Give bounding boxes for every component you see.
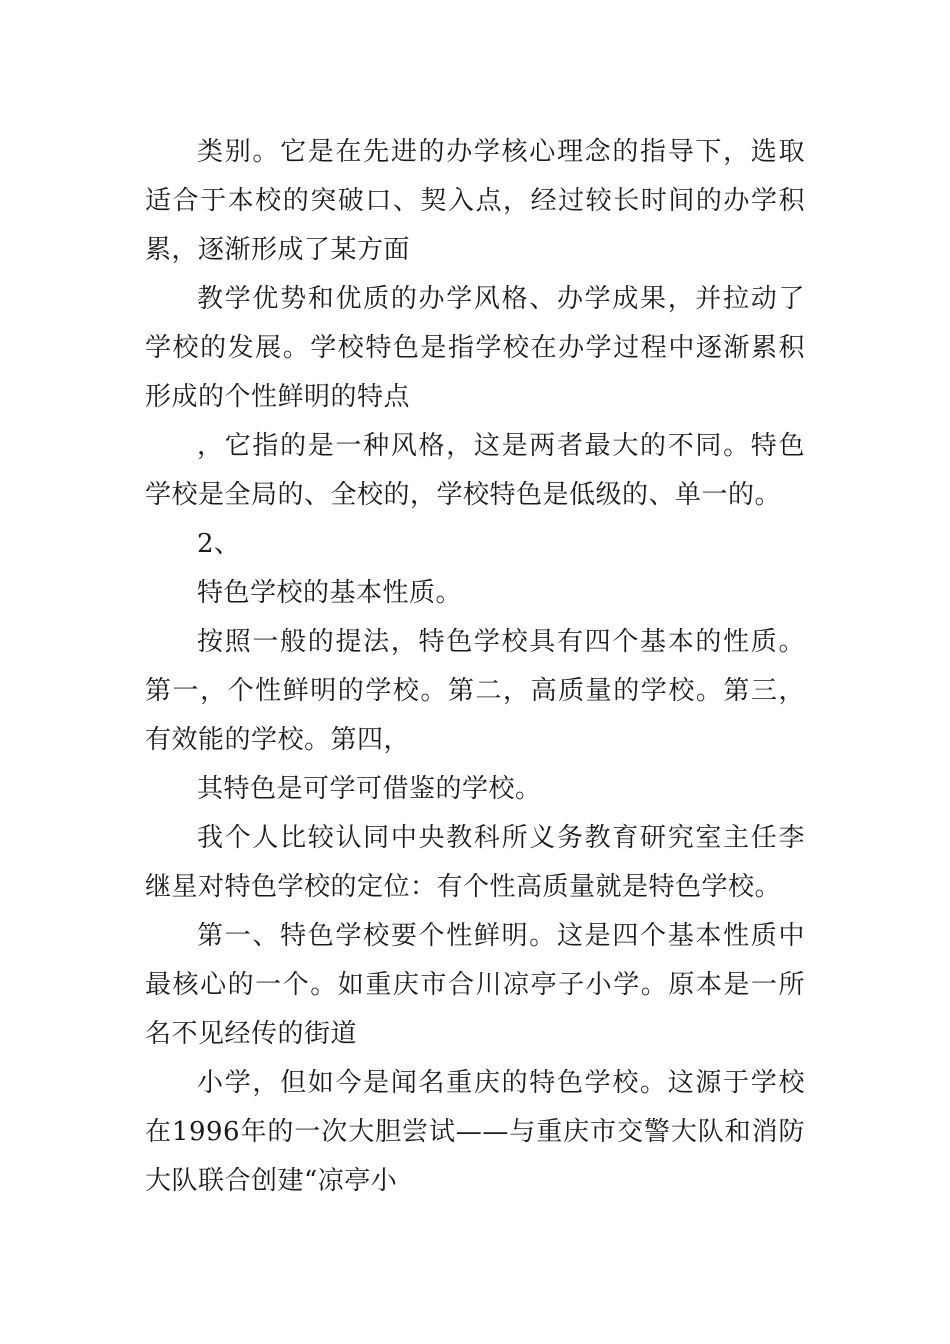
paragraph-1: 类别。它是在先进的办学核心理念的指导下，选取适合于本校的突破口、契入点，经过较长时间的办学积累，逐渐形成了某方面 [145,137,805,265]
paragraph-10: 小学，但如今是闻名重庆的特色学校。这源于学校在1996年的一次大胆尝试——与重庆市交警大队和消防大队联合创建“凉亭小 [145,1068,805,1196]
paragraph-8: 我个人比较认同中央教科所义务教育研究室主任李继星对特色学校的定位：有个性高质量就是特色学校。 [145,823,805,902]
paragraph-4: 2、 [197,529,241,559]
document-body [145,128,805,1206]
paragraph-9: 第一、特色学校要个性鲜明。这是四个基本性质中最核心的一个。如重庆市合川凉亭子小学。原本是一所名不见经传的街道 [145,921,805,1049]
paragraph-5: 特色学校的基本性质。 [197,578,463,608]
paragraph-2: 教学优势和优质的办学风格、办学成果，并拉动了学校的发展。学校特色是指学校在办学过程中逐渐累积形成的个性鲜明的特点 [145,284,805,412]
paragraph-7: 其特色是可学可借鉴的学校。 [197,774,542,804]
paragraph-6: 按照一般的提法，特色学校具有四个基本的性质。第一，个性鲜明的学校。第二，高质量的学校。第三，有效能的学校。第四， [145,627,805,755]
paragraph-3: ，它指的是一种风格，这是两者最大的不同。特色学校是全局的、全校的，学校特色是低级的、单一的。 [145,431,805,510]
